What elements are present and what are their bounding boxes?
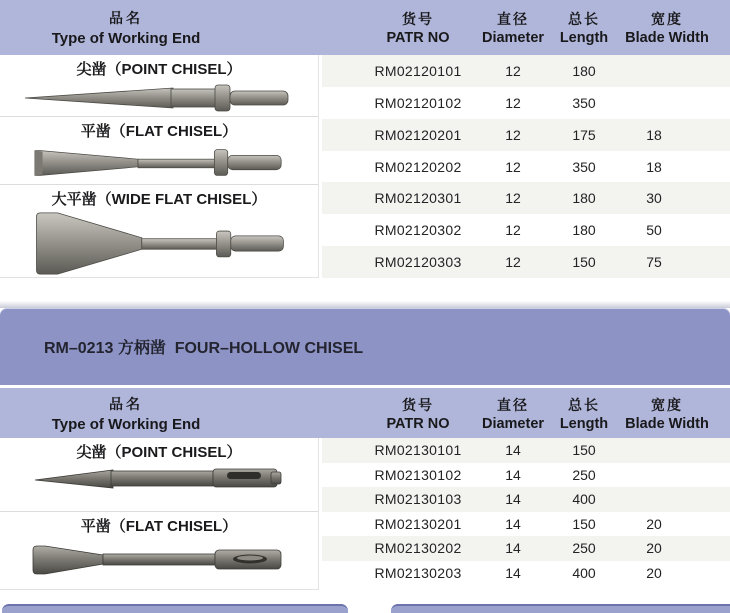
blade-width-cell: 50 [646, 222, 662, 239]
length-cell: 400 [572, 491, 596, 508]
table-row [322, 487, 730, 512]
part-no-cell: RM02130102 [374, 466, 462, 483]
blade-width-header-zh: 宽度 [651, 396, 683, 413]
name-header-zh: 品名 [109, 10, 143, 26]
point-chisel-group [0, 438, 318, 512]
diameter-header-zh: 直径 [497, 11, 529, 27]
flat-chisel-group [0, 117, 318, 185]
length-header-en: Length [559, 30, 609, 46]
diameter-header-en: Diameter [481, 30, 545, 46]
name-header-zh: 品名 [109, 395, 143, 412]
length-cell: 250 [572, 540, 596, 557]
table-row [322, 536, 730, 561]
diameter-cell: 14 [505, 564, 521, 581]
part-no-cell: RM02120201 [374, 126, 462, 143]
table-row [322, 214, 730, 246]
wide-flat-chisel-label: 大平凿（WIDE FLAT CHISEL） [51, 191, 267, 208]
length-cell: 180 [572, 190, 596, 207]
part-no-cell: RM02130101 [374, 442, 462, 459]
part-no-cell: RM02130203 [374, 564, 462, 581]
length-cell: 250 [572, 466, 596, 483]
blade-width-header-en: Blade Width [625, 30, 709, 46]
part-no-cell: RM02120303 [374, 254, 462, 271]
part-no-header-en: PATR NO [386, 415, 450, 432]
length-cell: 175 [572, 126, 596, 143]
flat-chisel-label: 平凿（FLAT CHISEL） [80, 123, 238, 140]
point-chisel-group [0, 55, 318, 117]
diameter-cell: 14 [505, 442, 521, 459]
part-no-header-en: PATR NO [386, 30, 450, 46]
point-chisel-label: 尖凿（POINT CHISEL） [76, 444, 242, 461]
table2-header-band [0, 388, 730, 438]
table2-column-headers [322, 388, 730, 438]
diameter-cell: 14 [505, 540, 521, 557]
part-no-header-zh: 货号 [402, 11, 434, 27]
diameter-cell: 14 [505, 515, 521, 532]
diameter-cell: 14 [505, 466, 521, 483]
wide-flat-chisel-group [0, 185, 318, 278]
length-cell: 150 [572, 442, 596, 459]
section-band-shadow [0, 297, 730, 308]
blade-width-cell: 18 [646, 158, 662, 175]
name-header-en: Type of Working End [51, 415, 201, 433]
length-column-header [546, 388, 622, 438]
square-shank-point-chisel-image [33, 463, 285, 493]
table-row [322, 87, 730, 119]
part-no-column-header [342, 388, 494, 438]
part-no-cell: RM02130103 [374, 491, 462, 508]
table1-picture-column [0, 55, 319, 278]
diameter-cell: 12 [505, 126, 521, 143]
blade-width-header-en: Blade Width [625, 415, 709, 432]
length-column-header [546, 0, 622, 55]
square-shank-flat-chisel-image [29, 537, 289, 583]
diameter-cell: 12 [505, 94, 521, 111]
name-header-en: Type of Working End [51, 30, 201, 47]
blade-width-header-zh: 宽度 [651, 11, 683, 27]
table-row [322, 463, 730, 488]
table1-header-band [0, 0, 730, 55]
length-cell: 150 [572, 515, 596, 532]
length-cell: 350 [572, 94, 596, 111]
length-header-zh: 总长 [568, 396, 600, 413]
length-cell: 180 [572, 62, 596, 79]
length-header-en: Length [559, 415, 609, 432]
section-band [0, 308, 730, 385]
table-row [322, 151, 730, 183]
pneumatic-point-chisel-image [23, 80, 295, 116]
diameter-cell: 12 [505, 158, 521, 175]
table-row [322, 119, 730, 151]
table-row [322, 438, 730, 463]
part-no-cell: RM02120301 [374, 190, 462, 207]
blade-width-cell: 30 [646, 190, 662, 207]
part-no-cell: RM02120202 [374, 158, 462, 175]
diameter-header-en: Diameter [481, 415, 545, 432]
blade-width-column-header [614, 388, 720, 438]
table1-rows [322, 55, 730, 278]
section-title: RM–0213 方柄凿 FOUR–HOLLOW CHISEL [44, 340, 364, 357]
diameter-cell: 12 [505, 254, 521, 271]
part-no-cell: RM02120302 [374, 222, 462, 239]
table-row [322, 512, 730, 537]
diameter-column-header [474, 0, 552, 55]
diameter-cell: 12 [505, 62, 521, 79]
diameter-cell: 12 [505, 222, 521, 239]
table-row [322, 246, 730, 278]
next-section-band-left [2, 604, 348, 613]
blade-width-cell: 75 [646, 254, 662, 271]
table-row [322, 182, 730, 214]
next-section-band-right [391, 604, 730, 613]
blade-width-cell: 20 [646, 540, 662, 557]
blade-width-cell: 20 [646, 564, 662, 581]
pneumatic-flat-chisel-image [25, 142, 293, 184]
table-row [322, 55, 730, 87]
length-cell: 180 [572, 222, 596, 239]
diameter-cell: 12 [505, 190, 521, 207]
table1-column-headers [322, 0, 730, 55]
pneumatic-wide-flat-chisel-image [25, 210, 293, 277]
part-no-cell: RM02130202 [374, 540, 462, 557]
length-cell: 350 [572, 158, 596, 175]
part-no-header-zh: 货号 [402, 396, 434, 413]
length-header-zh: 总长 [568, 11, 600, 27]
blade-width-cell: 20 [646, 515, 662, 532]
length-cell: 400 [572, 564, 596, 581]
flat-chisel-group [0, 512, 318, 590]
part-no-column-header [342, 0, 494, 55]
part-no-cell: RM02120101 [374, 62, 462, 79]
diameter-header-zh: 直径 [497, 396, 529, 413]
diameter-cell: 14 [505, 491, 521, 508]
table2-name-column-header [0, 388, 252, 438]
table1-name-column-header [0, 0, 252, 55]
point-chisel-label: 尖凿（POINT CHISEL） [76, 61, 242, 78]
part-no-cell: RM02130201 [374, 515, 462, 532]
blade-width-cell: 18 [646, 126, 662, 143]
diameter-column-header [474, 388, 552, 438]
blade-width-column-header [614, 0, 720, 55]
length-cell: 150 [572, 254, 596, 271]
table2-rows [322, 438, 730, 585]
flat-chisel-label: 平凿（FLAT CHISEL） [80, 518, 238, 535]
table2-picture-column [0, 438, 319, 590]
table-row [322, 561, 730, 586]
part-no-cell: RM02120102 [374, 94, 462, 111]
